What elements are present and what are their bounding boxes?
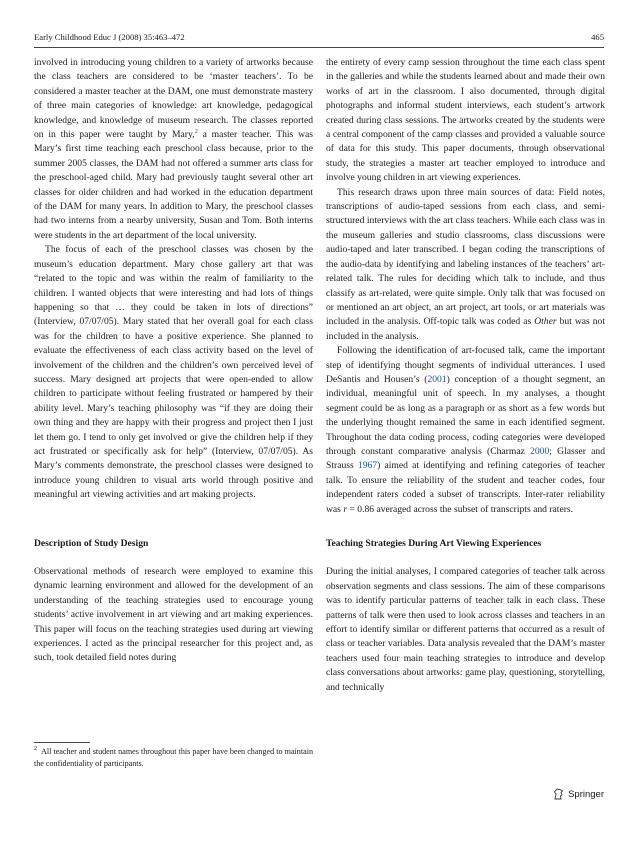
footnote-text: All teacher and student names throughout this paper have been changed to maintain the confidentiality of participants.: [34, 747, 313, 768]
citation-link-2001[interactable]: 2001: [427, 373, 447, 385]
left-paragraph-2: The focus of each of the preschool classes was chosen by the museum’s education department. Mary chose gallery art that was “related to the topic and was within the realm of familiarity to the children. I wanted objects that were interesting and had lots of things happening so that … they could be taken in lots of directions” (Interview, 07/07/05). Mary stated that her overall goal for each class was for the children to have a positive experience. She planned to evaluate the effectiveness of each class activity based on the level of involvement of the children and the children’s own perceived level of success. Mary designed art projects that were open-ended to allow children to participate without feeling frustrated or hampered by their ability level. Mary’s teaching philosophy was “if they are doing their own thing and they are happy with their progress and project then I just let them go. I tend to only get involved or give the children help if they act frustrated or specifically ask for help” (Interview, 07/07/05). As Mary’s comments demonstrate, the preschool classes were designed to introduce young children to visual arts world through positive and meaningful art viewing activities and art making projects.: [34, 244, 313, 501]
footnote-ref-2[interactable]: 2: [194, 127, 198, 135]
footnote-number: 2: [34, 746, 37, 753]
springer-horse-icon: [553, 788, 564, 800]
page-number: 465: [591, 32, 604, 42]
running-header: [34, 32, 604, 42]
footnote-rule: [34, 742, 90, 743]
footnote: [34, 746, 313, 769]
publisher-name: Springer: [568, 788, 604, 800]
right-column: [326, 56, 605, 695]
publisher-logo: [553, 788, 604, 800]
left-paragraph-3: Observational methods of research were employed to examine this dynamic learning environment and allowed for the development of an understanding of the teaching strategies used to encourage young students’ active involvement in art viewing and art making experiences. This paper will focus on the teaching strategies used during art viewing experiences. I acted as the principal researcher for this project and, as such, took detailed field notes during: [34, 566, 313, 664]
citation-link-1967[interactable]: 1967: [357, 460, 378, 472]
right-paragraph-1: the entirety of every camp session throughout the time each class spent in the galleries and while the students learned about and made their own works of art in the classroom. I also documented, through digital photographs and informal student interviews, each student’s artwork created during class sessions. The artworks created by the students were a central component of the camp classes and provided a valuable source of data for this study. This paper documents, through observational study, the strategies a master art teacher employed to introduce and involve young children in art viewing experiences.: [326, 57, 605, 184]
citation-link-2000[interactable]: 2000: [530, 445, 550, 457]
section-heading-study-design: Description of Study Design: [34, 537, 149, 549]
left-paragraph-1: involved in introducing young children to a variety of artworks because the class teachers are considered to be ‘master teachers’. To be considered a master teacher at the DAM, one must demonstrate mastery of three main categories of knowledge: art knowledge, pedagogical knowledge, and knowledge of museum research. The classes reported on in this paper were taught by Mary,$^2$ a master teacher. This was Mary’s first time teaching each preschool class because, prior to the summer 2005 classes, the DAM had not offered a summer arts class for the preschool-aged child. Mary had previously taught several other art classes for older children and had worked in the education department of the DAM for many years. In addition to Mary, the preschool classes had two interns from a nearby university, Susan and Tom. Both interns were students in the art department of the local university.: [34, 57, 314, 241]
right-paragraph-3: Following the identification of art-focused talk, came the important step of identifying thought segments of individual utterances. I used DeSantis and Housen’s (2001) conception of a thought segment, an individual, meaningful unit of speech. In my analyses, a thought segment could be as long as a paragraph or as short as a few words but the underlying thought remained the same in each identified segment. Throughout the data coding process, coding categories were developed through constant comparative analysis (Charmaz 2000; Glasser and Strauss 1967) aimed at identifying and refining categories of teacher talk. To ensure the reliability of the student and teacher codes, four independent raters coded a subset of transcripts. Inter-rater reliability was r = 0.86 averaged across the subset of transcripts and raters.: [326, 345, 606, 515]
section-heading-teaching-strategies: Teaching Strategies During Art Viewing Experiences: [326, 538, 542, 549]
right-paragraph-2: This research draws upon three main sources of data: Field notes, transcriptions of audio-taped sessions from each class, and semi-structured interviews with the art class teachers. While each class was in the museum galleries and studio classrooms, class discussions were audio-taped and later transcribed. I began coding the transcriptions of the audio-data by identifying and labeling instances of the teachers’ art-related talk. The rules for deciding which talk to include, and thus classify as art-related, were quite simple. Only talk that was focused on or mentioned an art object, an art project, art tools, or art materials was included in the analysis. Off-topic talk was coded as Other but was not included in the analysis.: [326, 186, 605, 342]
journal-citation: Early Childhood Educ J (2008) 35:463–472: [34, 32, 185, 42]
header-rule: [34, 47, 604, 48]
left-column: [34, 56, 313, 666]
right-paragraph-4: During the initial analyses, I compared categories of teacher talk across observation segments and class sessions. The aim of these comparisons was to identify particular patterns of teacher talk in each class. These patterns of talk were then used to look across classes and teachers in an effort to identify similar or different patterns that occurred as a result of class or teacher variables. Data analysis revealed that the DAM’s master teachers used four main teaching strategies to introduce and develop class conversations about artworks: game play, questioning, storytelling, and technically: [326, 566, 605, 693]
